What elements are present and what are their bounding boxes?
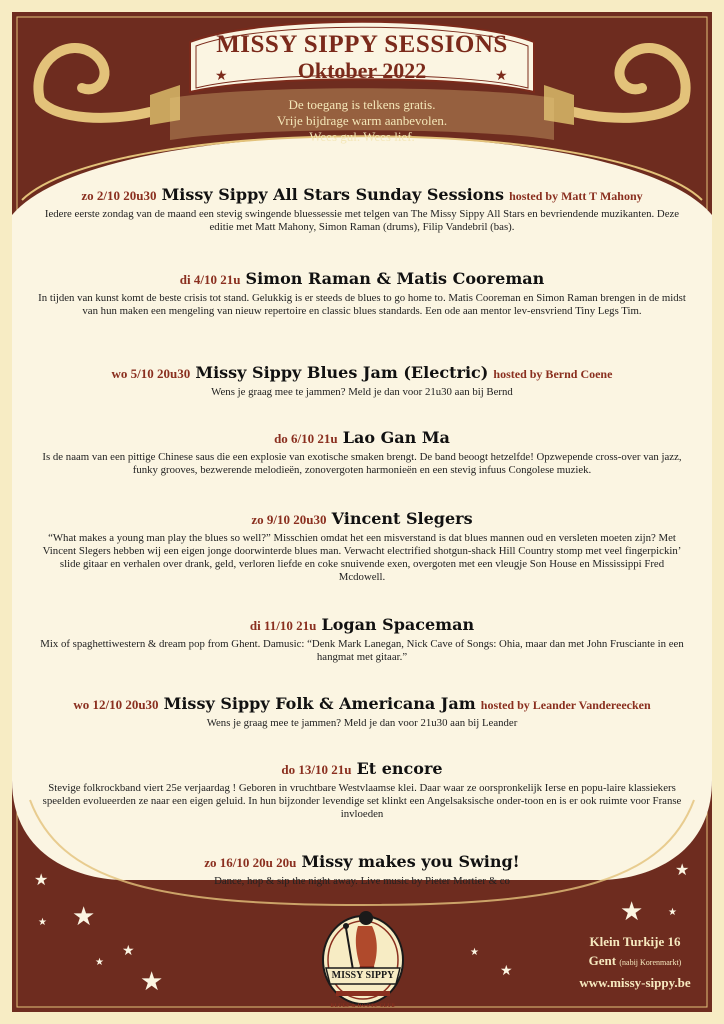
event-description: Is de naam van een pittige Chinese saus die een explosie van exotische smaken brengt. De band beoogt hetzelfde! Opzwepende cross-over van jazz, funky grooves, bezwerende melodieën, zonovergoten harmonieën en een stevig infuus Congolese muziek. bbox=[42, 451, 682, 476]
event-description: Wens je graag mee te jammen? Meld je dan voor 21u30 aan bij Bernd bbox=[211, 386, 513, 398]
event-description: Mix of spaghettiwestern & dream pop from Ghent. Damusic: “Denk Mark Lanegan, Nick Cave of Songs: Ohia, maar dan met John Frusciante in een hangmat met gitaar.” bbox=[40, 638, 684, 663]
event-title: Missy Sippy All Stars Sunday Sessions bbox=[161, 185, 504, 204]
event-date: zo 16/10 20u 20u bbox=[204, 855, 297, 870]
event-title: Et encore bbox=[356, 759, 443, 778]
event-description: Wens je graag mee te jammen? Meld je dan voor 21u30 aan bij Leander bbox=[206, 717, 518, 729]
intro-line: De toegang is telkens gratis. bbox=[288, 97, 436, 112]
event-date: wo 5/10 20u30 bbox=[111, 366, 191, 381]
intro-line: Wees gul. Wees lief. bbox=[309, 129, 415, 144]
intro-line: Vrije bijdrage warm aanbevolen. bbox=[276, 113, 448, 128]
event-date: zo 2/10 20u30 bbox=[81, 188, 157, 203]
intro-text bbox=[0, 97, 724, 145]
event-description: Dance, hop & sip the night away. Live music by Pieter Mortier & co bbox=[214, 875, 510, 887]
event-host: hosted by Bernd Coene bbox=[493, 367, 613, 381]
event-item bbox=[30, 693, 694, 730]
event-date: di 11/10 21u bbox=[249, 618, 317, 633]
event-title: Missy Sippy Folk & Americana Jam bbox=[163, 694, 476, 713]
event-title: Missy makes you Swing! bbox=[301, 852, 520, 871]
event-item bbox=[30, 268, 694, 318]
logo-graphic bbox=[318, 898, 408, 1016]
event-item bbox=[30, 614, 694, 664]
event-item bbox=[30, 851, 694, 888]
star-icon: ★ bbox=[675, 860, 690, 879]
event-item bbox=[30, 362, 694, 399]
event-host: hosted by Matt T Mahony bbox=[509, 189, 643, 203]
star-icon: ★ bbox=[38, 917, 47, 928]
event-title: Simon Raman & Matis Cooreman bbox=[245, 269, 545, 288]
star-icon: ★ bbox=[95, 957, 104, 968]
event-description: Stevige folkrockband viert 25e verjaardag ! Geboren in vruchtbare Westvlaamse klei. Daar waar ze oorspronkelijk Ierse en popu-laire klassiekers speelden evolueerden ze naar een eigen geluid. In hun bijzonder levendige set klinkt een Angelsaksische onder-toon en is er ook ruimte voor Franse invloeden bbox=[42, 782, 682, 820]
address-city-note: (nabij Korenmarkt) bbox=[619, 958, 682, 967]
address-street: Klein Turkije 16 bbox=[589, 934, 681, 949]
logo-subtitle: BLUES & ROOTS CLUB bbox=[330, 1004, 396, 1009]
event-date: do 13/10 21u bbox=[281, 762, 352, 777]
poster-title: MISSY SIPPY SESSIONS bbox=[216, 31, 508, 58]
poster-subtitle: Oktober 2022 bbox=[297, 58, 427, 83]
star-icon: ★ bbox=[495, 68, 508, 84]
event-title: Logan Spaceman bbox=[321, 615, 475, 634]
event-title: Vincent Slegers bbox=[331, 509, 473, 528]
club-logo bbox=[318, 898, 408, 1016]
star-icon: ★ bbox=[140, 967, 164, 997]
star-icon: ★ bbox=[72, 902, 96, 932]
event-item bbox=[30, 758, 694, 821]
venue-address bbox=[560, 934, 710, 991]
star-icon: ★ bbox=[668, 907, 677, 918]
address-city: Gent bbox=[588, 953, 617, 968]
event-item bbox=[30, 427, 694, 477]
star-icon: ★ bbox=[215, 68, 228, 84]
event-item bbox=[30, 508, 694, 584]
event-item bbox=[30, 184, 694, 234]
event-description: In tijden van kunst komt de beste crisis tot stand. Gelukkig is er steeds de blues to go home to. Matis Cooreman en Simon Raman brengen in de midst van hun maken een mengeling van nieuw repertoire en classic blues standards. Een ode aan mentor lev-ensvriend Tiny Legs Tim. bbox=[38, 292, 686, 317]
event-date: di 4/10 21u bbox=[179, 272, 241, 287]
event-date: zo 9/10 20u30 bbox=[251, 512, 327, 527]
star-icon: ★ bbox=[34, 870, 49, 889]
website-link[interactable]: www.missy-sippy.be bbox=[579, 975, 691, 990]
event-description: Iedere eerste zondag van de maand een stevig swingende bluessessie met telgen van The Missy Sippy All Stars en bevriendende muzikanten. Deze editie met Matt Mahony, Simon Raman (drums), Filip Vandebril (bas). bbox=[44, 208, 680, 233]
star-icon: ★ bbox=[122, 943, 135, 959]
event-date: wo 12/10 20u30 bbox=[73, 697, 159, 712]
event-description: “What makes a young man play the blues so well?” Misschien omdat het een misverstand is dat blues mannen oud en versleten moeten zijn? Met Vincent Slegers hebben wij een eigen jonge doorwinterde blues man. Verwacht electrified shotgun-shack Hill Country stomp met veel fingerpickin’ slide gitaar en verhalen over drank, geld, verloren liefde en coke snuivende exen, overgoten met een vleugje Son House en Mississippi Fred Mcdowell. bbox=[42, 532, 682, 583]
star-icon: ★ bbox=[470, 947, 479, 958]
event-host: hosted by Leander Vandereecken bbox=[480, 698, 651, 712]
logo-name: MISSY SIPPY bbox=[331, 970, 395, 981]
event-title: Missy Sippy Blues Jam (Electric) bbox=[195, 363, 489, 382]
event-date: do 6/10 21u bbox=[274, 431, 338, 446]
event-title: Lao Gan Ma bbox=[342, 428, 450, 447]
address-city-line bbox=[560, 953, 710, 969]
star-icon: ★ bbox=[500, 963, 513, 979]
star-icon: ★ bbox=[620, 897, 644, 927]
